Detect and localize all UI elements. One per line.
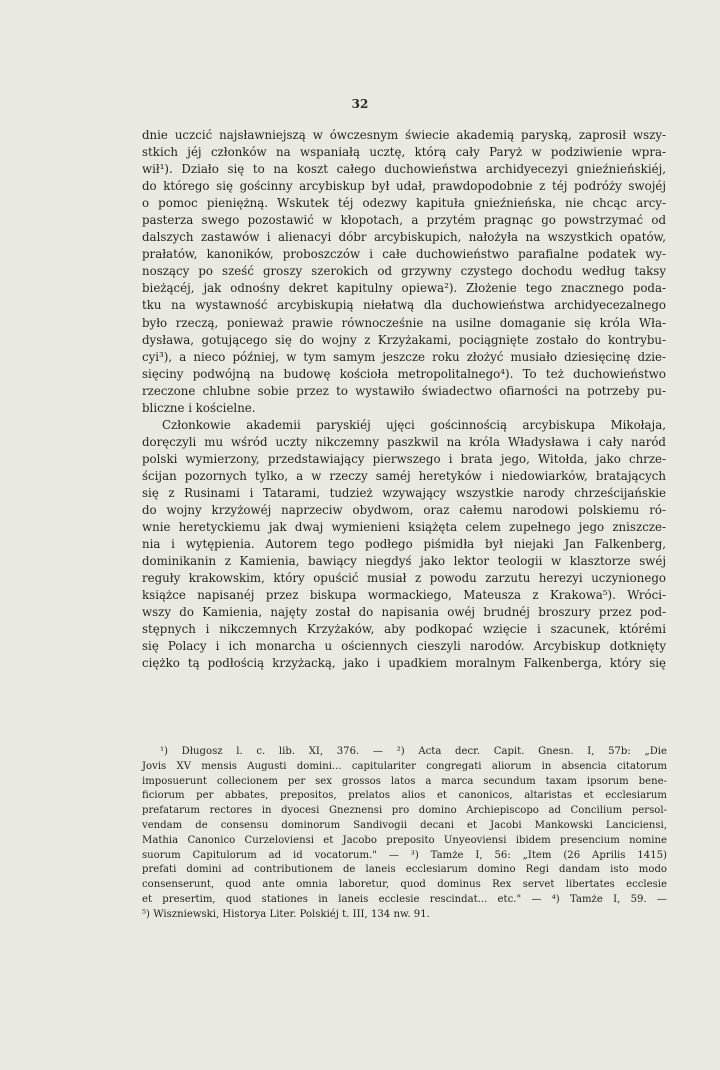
text-line: dnie uczcić najsławniejszą w ówczesnym świecie akademią paryską, zaprosił wszy- xyxy=(142,128,666,142)
text-line: nia i wytępienia. Autorem tego podłego piśmidła był niejaki Jan Falkenberg, xyxy=(142,537,666,552)
text-line: się Polacy i ich monarcha u ościennych cieszyli narodów. Arcybiskup dotknięty xyxy=(142,639,666,654)
footnote-line: prefatarum rectores in dyocesi Gneznensi pro domino Archiepiscopo ad Concilium persol- xyxy=(142,805,667,817)
footnote-line: consenserunt, quod ante omnia laboretur, quod dominus Rex servet libertates ecclesie xyxy=(142,879,667,891)
text-line: rzeczone chlubne sobie przez to wystawiło świadectwo ofiarności na potrzeby pu- xyxy=(142,383,666,398)
footnote-line: et presertim, quod stationes in laneis ecclesie rescindat... etc." — ⁴) Tamże I, 59. — xyxy=(142,893,667,905)
footnote-line: ⁵) Wiszniewski, Historya Liter. Polskiéj t. III, 134 nw. 91. xyxy=(142,908,430,920)
footnote-line: Jovis XV mensis Augusti domini... capitulariter congregati aliorum in absencia citatorum xyxy=(142,760,667,772)
text-line: dominikanin z Kamienia, bawiący niegdyś jako lektor teologii w klasztorze swéj xyxy=(142,554,666,569)
text-line: wnie heretyckiemu jak dwaj wymienieni książęta celem zupełnego jego zniszcze- xyxy=(142,520,666,535)
footnote-line: Mathia Canonico Curzeloviensi et Jacobo preposito Unyeoviensi ibidem presencium nomine xyxy=(142,834,667,846)
text-line: do którego się gościnny arcybiskup był udał, prawdopodobnie z téj podróży swojéj xyxy=(142,179,666,194)
footnote-line: ficiorum per abbates, prepositos, prelatos alios et canonicos, altaristas et ecclesiarum xyxy=(142,790,667,802)
text-line: dalszych zastawów i alienacyi dóbr arcybiskupich, nałożyła na wszystkich opatów, xyxy=(142,230,666,245)
text-line: wszy do Kamienia, najęty został do napisania owéj brudnéj broszury przez pod- xyxy=(142,605,666,620)
text-line: książce napisanéj przez biskupa wormackiego, Mateusza z Krakowa⁵). Wróci- xyxy=(142,588,666,603)
text-line: cyi³), a nieco później, w tym samym jeszcze roku złożyć musiało dziesięcinę dzie- xyxy=(142,349,666,364)
footnote-line: prefati domini ad contributionem de laneis ecclesiarum domino Regi dandam isto modo xyxy=(142,864,667,876)
text-line: sięciny podwójną na budowę kościoła metropolitalnego⁴). To też duchowieństwo xyxy=(142,366,666,381)
text-line: do wojny krzyżowéj naprzeciw obydwom, oraz całemu narodowi polskiemu ró- xyxy=(142,503,666,518)
text-line: bieżącéj, jak odnośny dekret kapitulny opiewa²). Złożenie tego znacznego poda- xyxy=(142,281,666,296)
footnote-line: ¹) Długosz l. c. lib. XI, 376. — ²) Acta decr. Capit. Gnesn. I, 57b: „Die xyxy=(160,746,667,757)
page-number: 32 xyxy=(351,97,369,111)
text-line: o pomoc pieniężną. Wskutek téj odezwy kapituła gnieźnieńska, nie chcąc arcy- xyxy=(142,196,666,211)
text-line: noszący po sześć groszy szerokich od grzywny czystego dochodu według taksy xyxy=(142,264,666,279)
text-line: było rzeczą, ponieważ prawie równocześnie na usilne domaganie się króla Wła- xyxy=(142,315,666,330)
text-line: doręczyli mu wśród uczty nikczemny paszkwil na króla Władysława i cały naród xyxy=(142,434,666,449)
text-line: pasterza swego pozostawić w kłopotach, a przytém pragnąc go powstrzymać od xyxy=(142,213,666,228)
text-line: ciężko tą podłością krzyżacką, jako i upadkiem moralnym Falkenberga, który się xyxy=(142,656,666,671)
text-line: dysława, gotującego się do wojny z Krzyżakami, pociągnięte zostało do kontrybu- xyxy=(142,332,666,347)
text-line: stępnych i nikczemnych Krzyżaków, aby podkopać wzięcie i szacunek, którémi xyxy=(142,622,666,637)
footnotes xyxy=(142,745,667,923)
text-line: wił¹). Działo się to na koszt całego duchowieństwa archidyecezyi gnieźnieńskiéj, xyxy=(142,162,666,177)
footnote-line: vendam de consensu dominorum Sandivogii decani et Jacobi Mankowski Lanciciensi, xyxy=(142,819,667,831)
text-line: polski wymierzony, przedstawiający pierwszego i brata jego, Witołda, jako chrze- xyxy=(142,451,666,466)
text-line: bliczne i kościelne. xyxy=(142,400,256,415)
text-line: tku na wystawność arcybiskupią niełatwą dla duchowieństwa archidyecezalnego xyxy=(142,298,666,313)
text-line: Członkowie akademii paryskiéj ujęci gościnnością arcybiskupa Mikołaja, xyxy=(162,417,666,432)
text-line: się z Rusinami i Tatarami, tudzież wzywający wszystkie narody chrześcijańskie xyxy=(142,485,666,500)
text-line: stkich jéj członków na wspaniałą ucztę, którą cały Paryż w podziwienie wpra- xyxy=(142,145,666,160)
text-line: prałatów, kanoników, proboszczów i całe duchowieństwo parafialne podatek wy- xyxy=(142,247,666,262)
main-text xyxy=(142,127,666,673)
footnote-line: imposuerunt collecionem per sex grossos latos a marca secundum taxam ipsorum bene- xyxy=(142,775,667,787)
text-line: ścijan pozornych tylko, a w rzeczy saméj heretyków i niedowiarków, bratających xyxy=(142,468,666,483)
text-line: reguły krakowskim, który opuścić musiał z powodu zarzutu herezyi uczynionego xyxy=(142,571,666,586)
footnote-line: suorum Capitulorum ad id vocatorum." — ³) Tamże I, 56: „Item (26 Aprilis 1415) xyxy=(142,849,667,861)
